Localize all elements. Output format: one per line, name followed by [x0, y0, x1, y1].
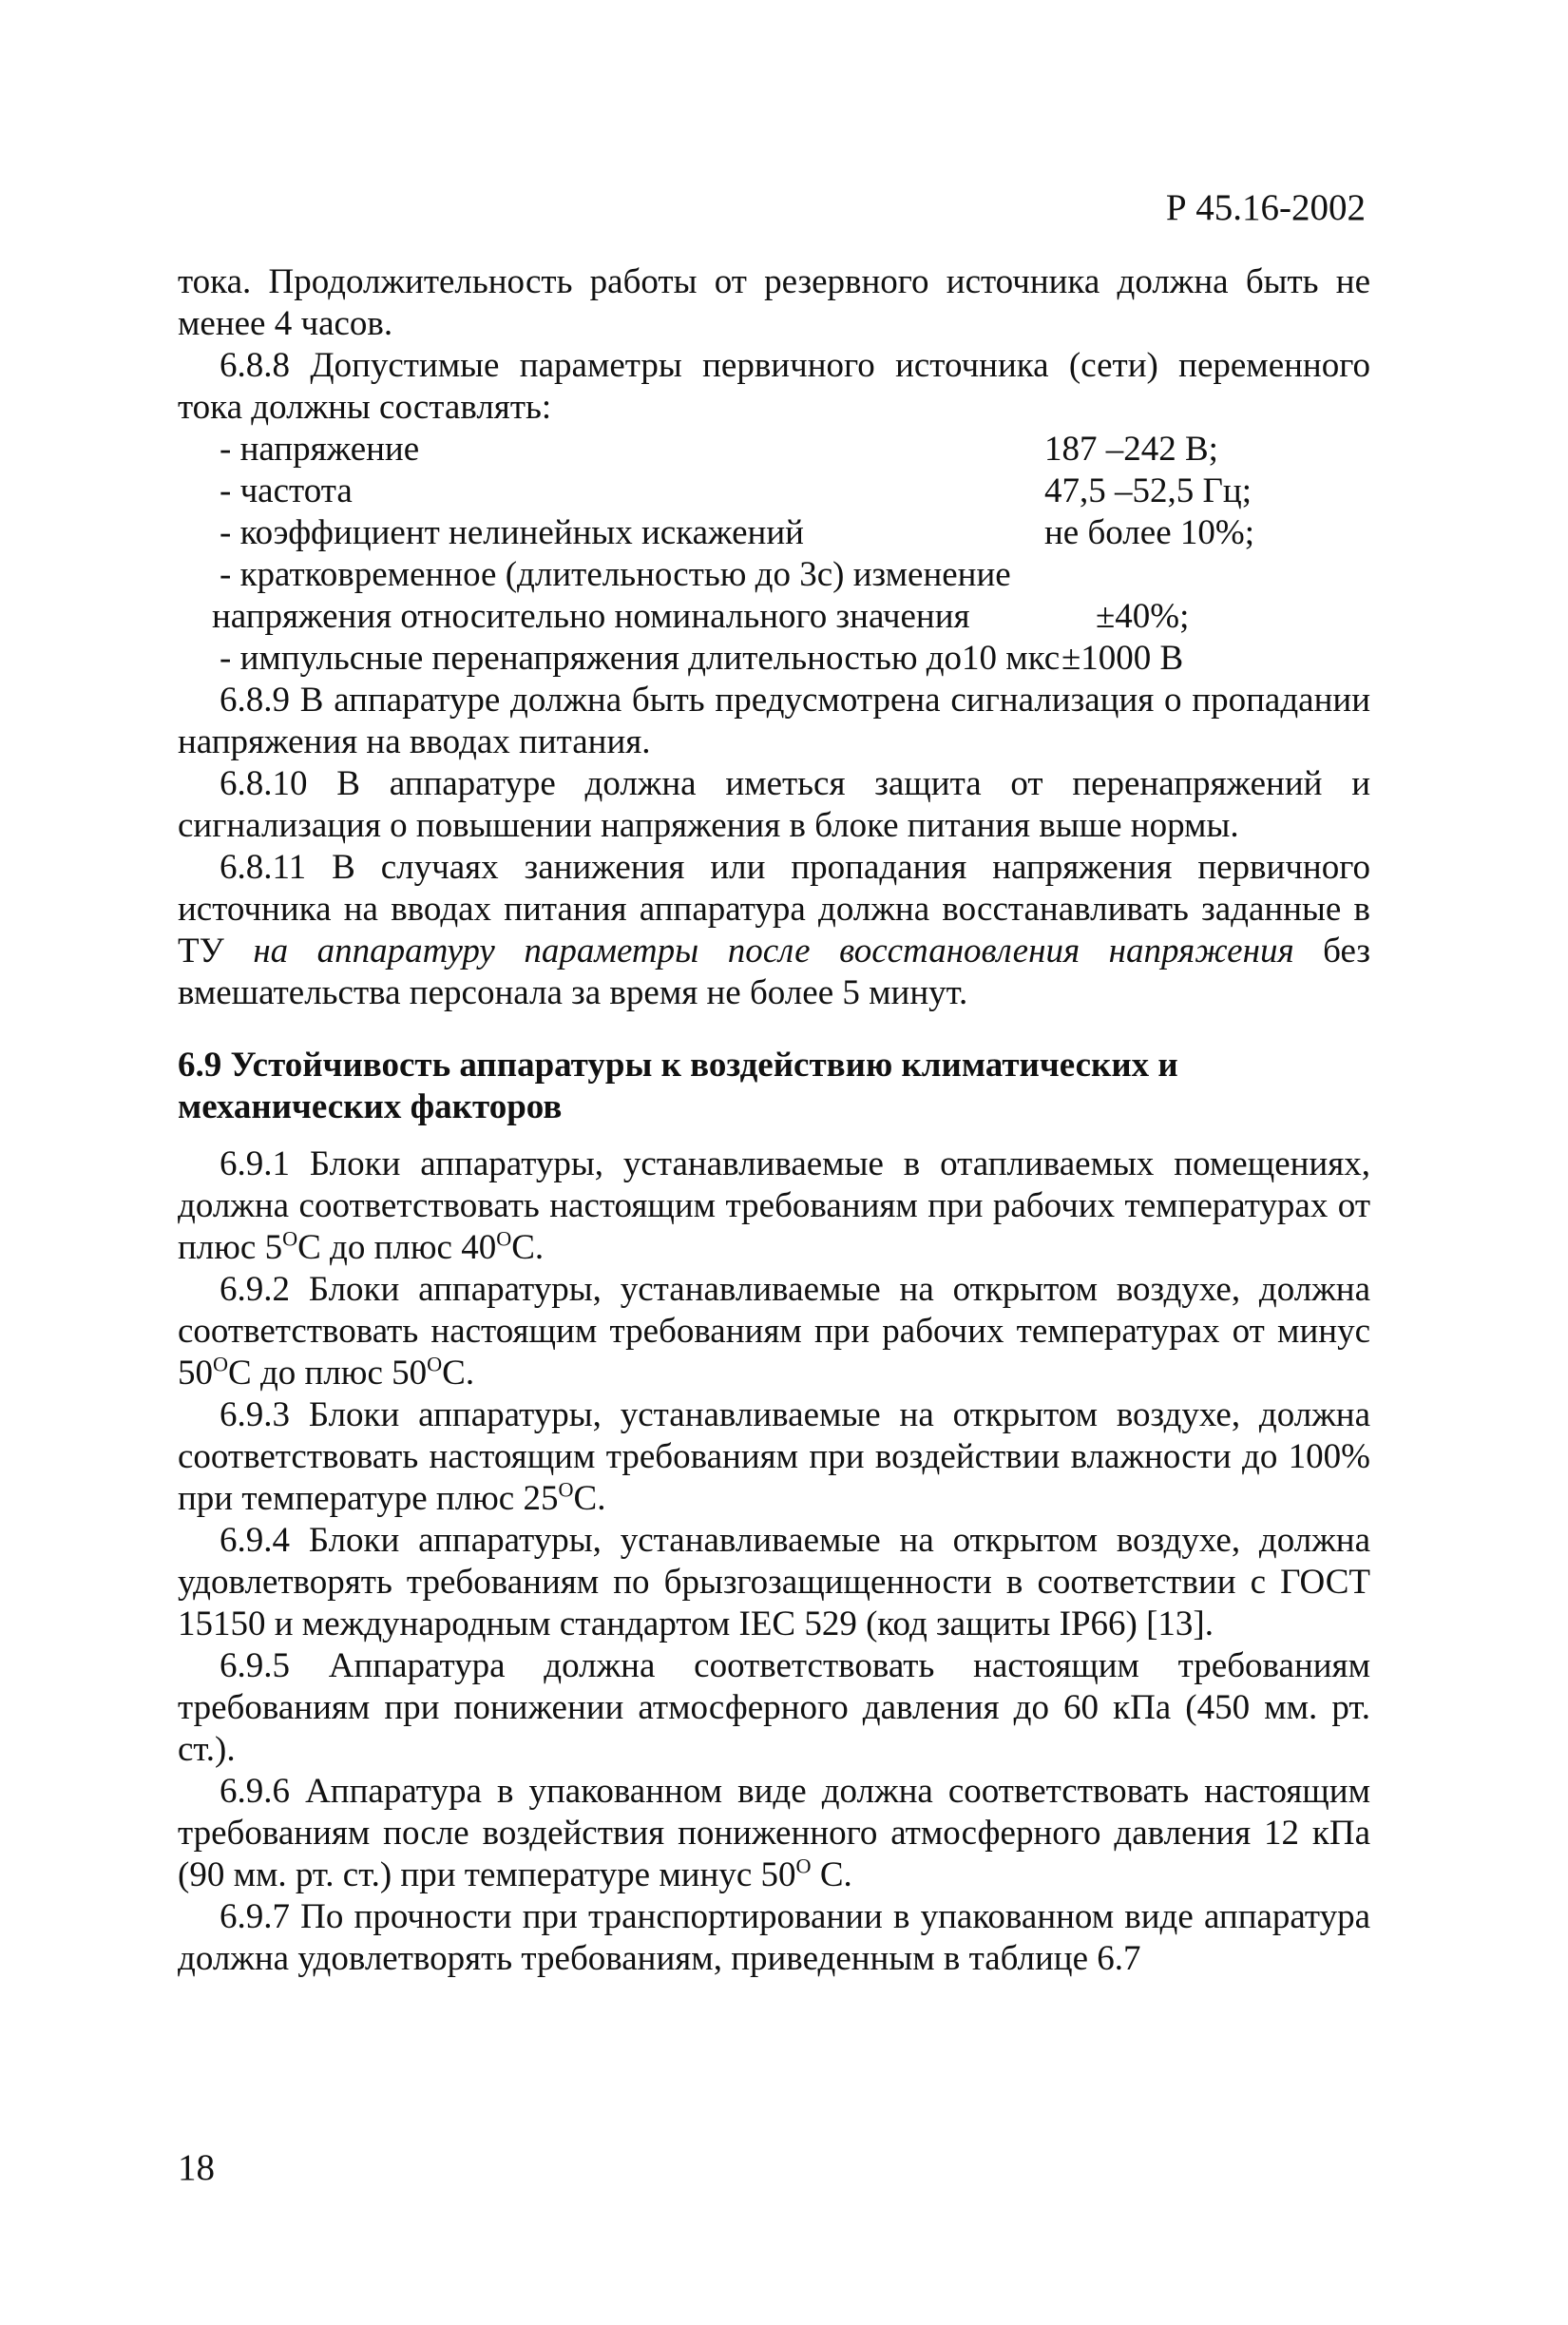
degree-superscript: O: [496, 1226, 512, 1251]
paragraph-6-8-10: 6.8.10 В аппаратуре должна иметься защита от перенапряжений и сигнализация о повышении напряжения в блоке питания выше нормы.: [178, 764, 1370, 845]
italic-run: на аппаратуру параметры после восстановления напряжения: [253, 932, 1294, 970]
param-label: - коэффициент нелинейных искажений: [220, 513, 804, 552]
param-short-change-line2: [178, 596, 1370, 638]
paragraph-6-8-11: [178, 847, 1370, 1014]
param-label: напряжения относительно номинального значения: [212, 597, 970, 636]
param-short-change-line1: - кратковременное (длительностью до 3с) изменение: [220, 555, 1011, 594]
paragraph-6-9-3: [178, 1394, 1370, 1520]
paragraph-6-8-9: 6.8.9 В аппаратуре должна быть предусмотрена сигнализация о пропадании напряжения на вводах питания.: [178, 681, 1370, 761]
param-thd: [178, 512, 1370, 554]
param-value: 47,5 –52,5 Гц;: [1044, 471, 1252, 510]
param-value: ±1000 В: [1061, 639, 1184, 678]
param-voltage: [178, 429, 1370, 471]
paragraph-6-9-4: 6.9.4 Блоки аппаратуры, устанавливаемые на открытом воздухе, должна удовлетворять требованиям по брызгозащищенности в соответствии с ГОСТ 15150 и международным стандартом IEC 529 (код защиты IP66) [13].: [178, 1521, 1370, 1643]
text-run: С.: [573, 1479, 606, 1518]
text-run: С.: [811, 1855, 852, 1894]
paragraph-6-9-2: [178, 1269, 1370, 1394]
text-run: 6.9.1 Блоки аппаратуры, устанавливаемые в отапливаемых помещениях, должна соответствовать настоящим требованиям при рабочих температурах от плюс 5: [178, 1144, 1370, 1267]
text-run: 6.9.2 Блоки аппаратуры, устанавливаемые на открытом воздухе, должна соответствовать настоящим требованиям при рабочих температурах от минус 50: [178, 1270, 1370, 1393]
param-value: ±40%;: [1096, 597, 1190, 636]
text-run: С.: [442, 1354, 475, 1393]
param-label: - импульсные перенапряжения длительностью до10 мкс: [220, 639, 1061, 678]
text-run: без вмешательства персонала за время не более 5 минут.: [178, 932, 1370, 1012]
param-impulse: [178, 638, 1370, 680]
param-label: - частота: [220, 471, 353, 510]
param-frequency: [178, 471, 1370, 512]
text-run: 6.9.3 Блоки аппаратуры, устанавливаемые на открытом воздухе, должна соответствовать настоящим требованиям при воздействии влажности до 100% при температуре плюс 25: [178, 1395, 1370, 1518]
section-heading-6-9: 6.9 Устойчивость аппаратуры к воздействию климатических и механических факторов: [178, 1046, 1178, 1126]
text-run: 6.9.6 Аппаратура в упакованном виде должна соответствовать настоящим требованиям после воздействия пониженного атмосферного давления 12 кПа (90 мм. рт. ст.) при температуре минус 50: [178, 1772, 1370, 1894]
page-number: 18: [178, 2147, 215, 2188]
text-run: С до плюс 50: [228, 1354, 428, 1393]
param-label: - напряжение: [220, 430, 420, 469]
paragraph-6-9-7: 6.9.7 По прочности при транспортировании в упакованном виде аппаратура должна удовлетворять требованиям, приведенным в таблице 6.7: [178, 1897, 1370, 1978]
document-number: Р 45.16-2002: [1165, 187, 1366, 228]
degree-superscript: O: [282, 1226, 298, 1251]
degree-superscript: O: [213, 1352, 229, 1376]
paragraph-6-9-6: [178, 1771, 1370, 1896]
param-value: 187 –242 В;: [1044, 430, 1218, 469]
param-value: не более 10%;: [1044, 513, 1254, 552]
degree-superscript: O: [427, 1352, 443, 1376]
text-run: С до плюс 40: [297, 1228, 497, 1267]
body-text: [178, 261, 1370, 1980]
text-run: С.: [511, 1228, 545, 1267]
degree-superscript: O: [558, 1477, 574, 1502]
paragraph-continuation: тока. Продолжительность работы от резервного источника должна быть не менее 4 часов.: [178, 262, 1370, 343]
text-run: 6.8.11 В случаях занижения или пропадания напряжения первичного источника на вводах питания аппаратура должна восстанавливать заданные в ТУ: [178, 848, 1370, 970]
paragraph-6-9-1: [178, 1143, 1370, 1269]
parameter-list: [178, 429, 1370, 680]
paragraph-6-9-5: 6.9.5 Аппаратура должна соответствовать настоящим требованиям требованиям при понижении атмосферного давления до 60 кПа (450 мм. рт. ст.).: [178, 1646, 1370, 1769]
paragraph-6-8-8: 6.8.8 Допустимые параметры первичного источника (сети) переменного тока должны составлять:: [178, 346, 1370, 427]
degree-superscript: O: [795, 1854, 812, 1878]
